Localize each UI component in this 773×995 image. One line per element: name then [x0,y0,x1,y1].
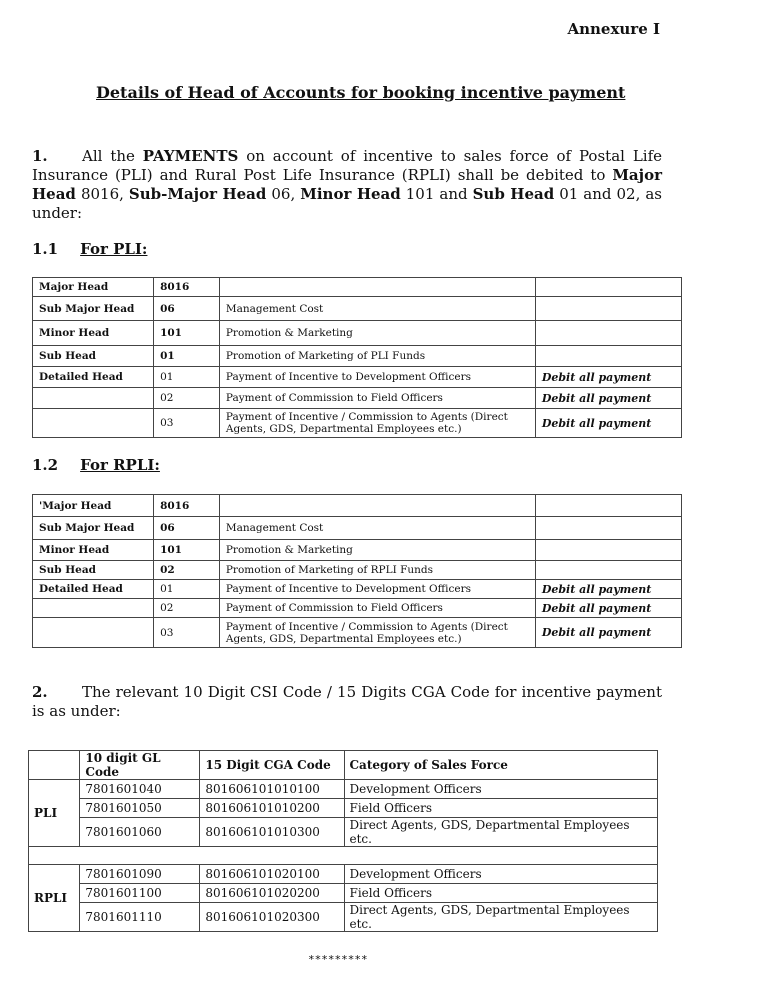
table-row [33,409,682,438]
table-cell [33,388,154,409]
table-cell: 01 [154,580,220,599]
table-cell: Category of Sales Force [344,751,658,780]
table-cell: Payment of Commission to Field Officers [219,599,535,618]
table-cell: Debit all payment [535,367,681,388]
text: 06, [266,185,301,203]
table-cell: 06 [154,297,220,321]
section-label: For RPLI: [80,456,160,474]
pli-head-table [32,277,682,438]
paragraph-1 [32,147,662,223]
table-cell: Sub Head [33,561,154,580]
table-cell: Debit all payment [535,618,681,648]
para-number: 2. [32,683,48,701]
table-row [33,495,682,517]
table-cell: Management Cost [219,517,535,540]
table-cell: 7801601040 [80,780,200,799]
table-cell: 06 [154,517,220,540]
table-cell: 8016 [154,278,220,297]
code-table [28,750,658,932]
paragraph-2 [32,683,662,721]
table-cell: 'Major Head [33,495,154,517]
table-cell [33,409,154,438]
table-cell: Minor Head [33,321,154,346]
table-cell: Major Head [33,278,154,297]
text: on account of incentive to sales force of Postal Life Insurance (PLI) and Rural Post Life Insurance (RPLI) shall be debited to [32,147,663,184]
table-cell: 7801601050 [80,799,200,818]
table-cell [29,751,80,780]
header-row [29,751,658,780]
table-cell [535,495,681,517]
table-cell: Payment of Incentive to Development Officers [219,367,535,388]
table-cell: 801606101010200 [200,799,344,818]
table-cell: Debit all payment [535,599,681,618]
table-row [29,903,658,932]
table-cell [535,297,681,321]
table-cell: 01 [154,367,220,388]
table-cell: 02 [154,561,220,580]
para-number: 1. [32,147,48,165]
table-row [29,865,658,884]
annexure-label: Annexure I [567,20,660,38]
table-row [33,388,682,409]
table-cell: Field Officers [344,884,658,903]
table-cell [535,278,681,297]
table-cell: Debit all payment [535,409,681,438]
section-1-2-heading [32,456,160,474]
table-cell: 02 [154,388,220,409]
table-cell: Sub Head [33,346,154,367]
section-label: For PLI: [80,240,148,258]
table-cell: 03 [154,618,220,648]
table-cell: Management Cost [219,297,535,321]
rpli-head-table [32,494,682,648]
table-cell: 7801601110 [80,903,200,932]
table-row [29,780,658,799]
table-cell [535,321,681,346]
table-cell: Promotion & Marketing [219,540,535,561]
table-row [33,367,682,388]
table-cell: Detailed Head [33,580,154,599]
table-cell: 7801601060 [80,818,200,847]
table-cell: Detailed Head [33,367,154,388]
table-cell: Promotion & Marketing [219,321,535,346]
table-cell: 01 [154,346,220,367]
table-cell: 15 Digit CGA Code [200,751,344,780]
table-cell: Promotion of Marketing of PLI Funds [219,346,535,367]
text: 8016, [75,185,129,203]
text: Sub-Major Head [128,185,267,203]
table-cell: 801606101020100 [200,865,344,884]
table-cell: Sub Major Head [33,517,154,540]
table-row [33,561,682,580]
table-cell: Development Officers [344,865,658,884]
table-cell [535,540,681,561]
table-cell: Minor Head [33,540,154,561]
table-cell: Debit all payment [535,580,681,599]
table-cell: 03 [154,409,220,438]
table-row [33,517,682,540]
spacer-cell [29,847,658,865]
table-cell: 801606101010100 [200,780,344,799]
table-cell: Payment of Incentive / Commission to Agents (Direct Agents, GDS, Departmental Employees etc.) [219,618,535,648]
table-row [33,346,682,367]
table-cell: Direct Agents, GDS, Departmental Employees etc. [344,818,658,847]
text: 101 and [400,185,473,203]
table-cell: 8016 [154,495,220,517]
table-row [33,599,682,618]
table-row [33,580,682,599]
end-marker: ********* [308,953,368,966]
text: 01 and 02, as under: [32,185,662,222]
table-row [33,278,682,297]
table-cell [219,278,535,297]
table-cell: Payment of Incentive / Commission to Agents (Direct Agents, GDS, Departmental Employees etc.) [219,409,535,438]
table-cell: Development Officers [344,780,658,799]
table-cell [33,618,154,648]
table-cell: 10 digit GL Code [80,751,200,780]
table-cell: 101 [154,540,220,561]
table-row [29,799,658,818]
text: PAYMENTS [142,147,239,165]
document-title: Details of Head of Accounts for booking incentive payment [96,83,626,102]
text: Sub Head [472,185,555,203]
table-cell: 801606101020200 [200,884,344,903]
text: The relevant 10 Digit CSI Code / 15 Digits CGA Code for incentive payment is as under: [32,683,662,720]
table-cell [535,561,681,580]
table-row [33,540,682,561]
table-row [33,321,682,346]
text: Major Head [32,166,662,203]
table-cell: 801606101020300 [200,903,344,932]
table-cell: Payment of Incentive to Development Officers [219,580,535,599]
table-cell: 101 [154,321,220,346]
table-cell: Direct Agents, GDS, Departmental Employees etc. [344,903,658,932]
table-cell: 02 [154,599,220,618]
table-cell: 801606101010300 [200,818,344,847]
section-1-1-heading [32,240,147,258]
text: Minor Head [300,185,401,203]
table-cell: Payment of Commission to Field Officers [219,388,535,409]
table-cell: Field Officers [344,799,658,818]
section-number: 1.2 [32,456,59,474]
table-cell: Promotion of Marketing of RPLI Funds [219,561,535,580]
text: All the [82,147,143,165]
table-row [33,297,682,321]
table-cell [535,517,681,540]
table-cell [535,346,681,367]
table-row [33,618,682,648]
table-cell: 7801601090 [80,865,200,884]
table-cell [33,599,154,618]
table-cell [219,495,535,517]
table-cell: RPLI [29,865,80,932]
section-number: 1.1 [32,240,59,258]
spacer-row [29,847,658,865]
table-row [29,884,658,903]
table-row [29,818,658,847]
table-cell: PLI [29,780,80,847]
table-cell: Debit all payment [535,388,681,409]
table-cell: Sub Major Head [33,297,154,321]
table-cell: 7801601100 [80,884,200,903]
